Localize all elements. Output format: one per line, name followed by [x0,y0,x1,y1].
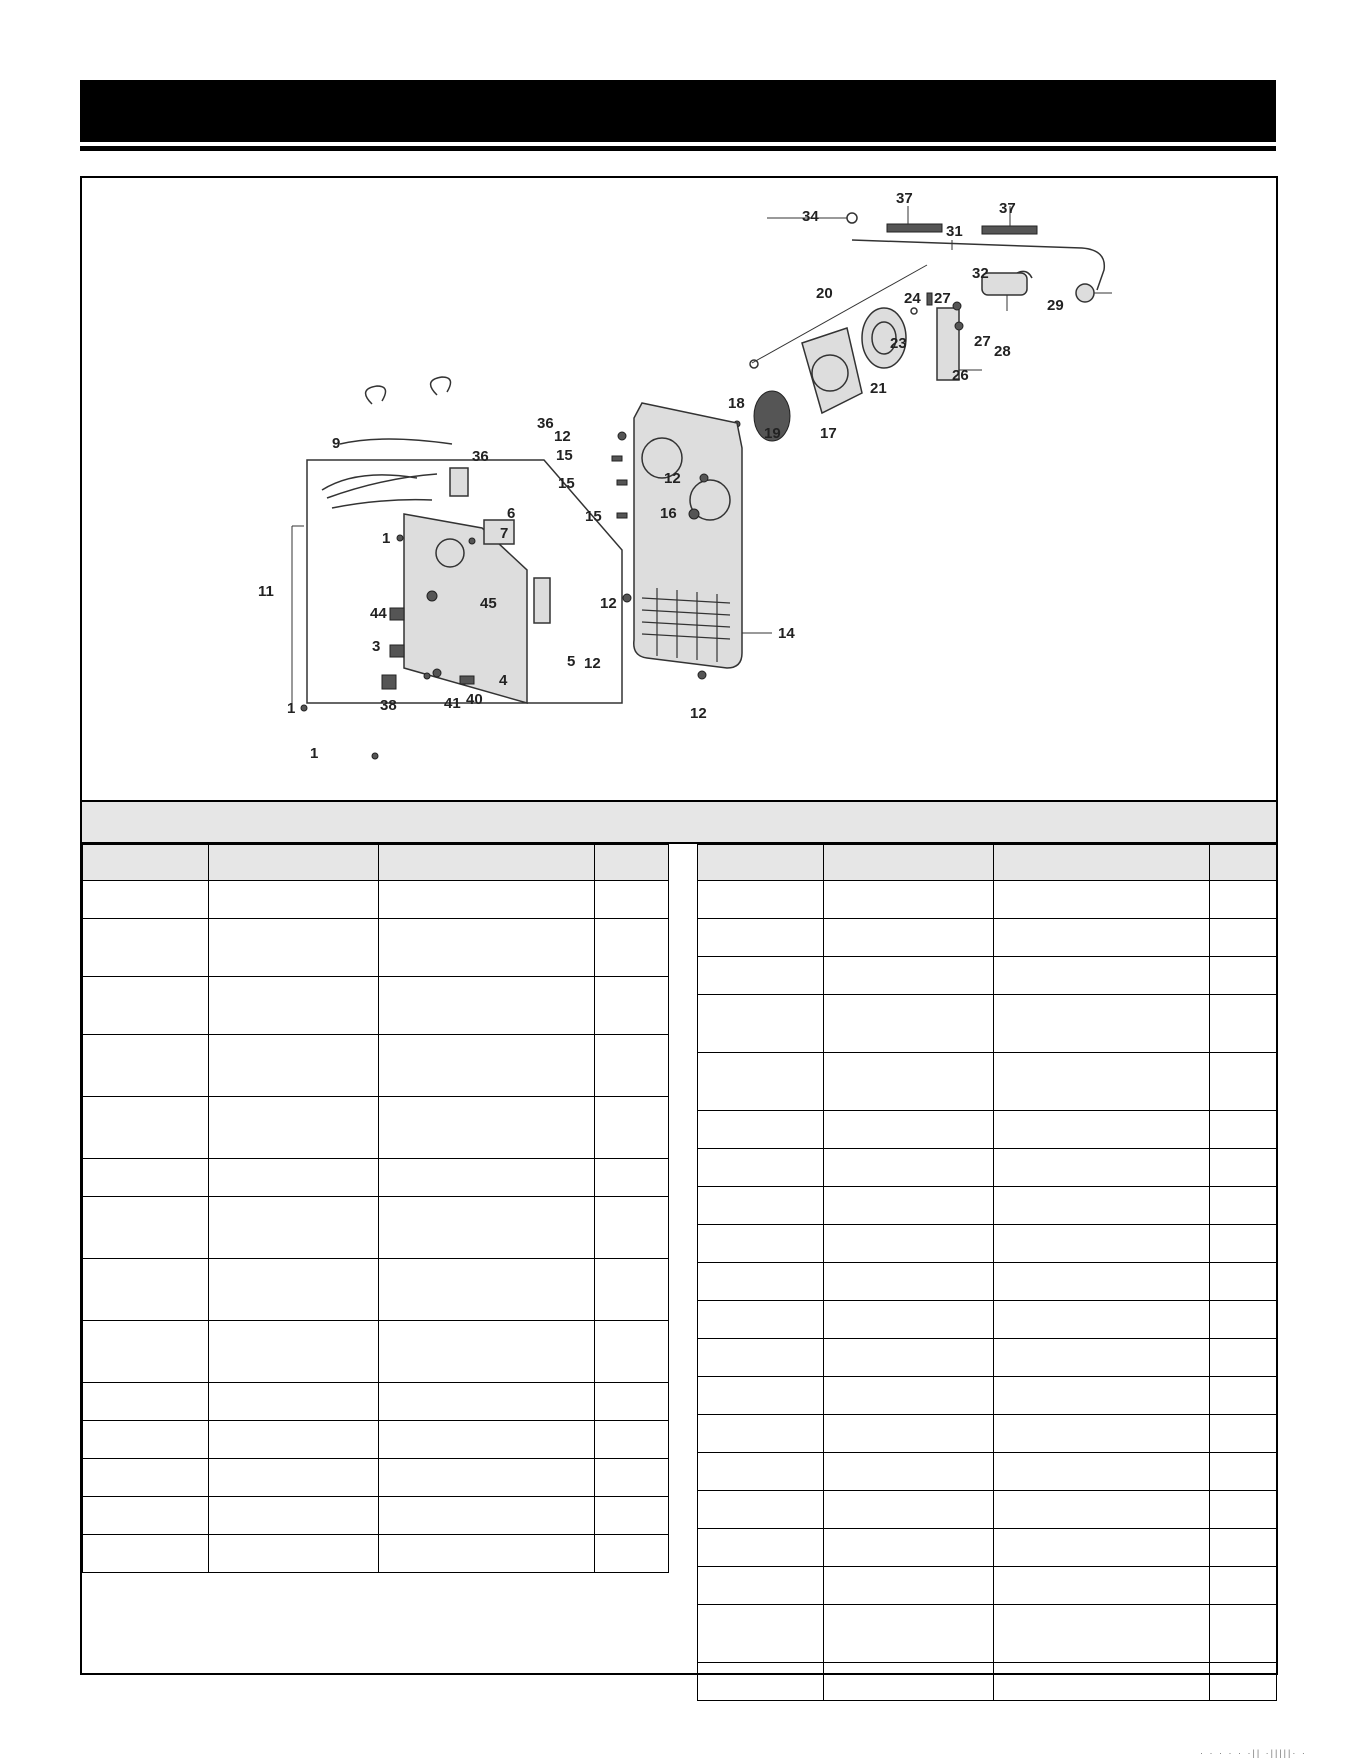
control-panel-17 [802,328,862,413]
callout-15c: 15 [585,508,602,525]
table-row [83,1159,669,1197]
part-40 [433,669,441,677]
table-row [83,1321,669,1383]
table-cell [698,1149,824,1187]
table-cell [1210,919,1277,957]
callout-21: 21 [870,380,887,397]
table-cell [1210,881,1277,919]
hose-sleeve-left [887,224,942,232]
table-cell [595,1097,669,1159]
table-cell [698,1415,824,1453]
table-row [698,1415,1277,1453]
table-row [83,1421,669,1459]
table-cell [824,1663,994,1701]
callout-44: 44 [370,605,387,622]
table-cell [698,1111,824,1149]
footer-marks: · · · · · ·|| ·|||||· · [1200,1748,1307,1758]
table-row [698,1377,1277,1415]
table-cell [209,1421,379,1459]
callout-14: 14 [778,625,795,642]
table-cell [83,881,209,919]
table-cell [824,957,994,995]
table-cell [209,1159,379,1197]
hose-clip [847,213,857,223]
callout-36a: 36 [472,448,489,465]
screw-12a [618,432,626,440]
table-cell [994,1529,1210,1567]
switch-3 [390,645,404,657]
table-cell [824,1339,994,1377]
screw-1c [372,753,378,759]
callout-12a: 12 [554,428,571,445]
table-cell [1210,1339,1277,1377]
callout-28: 28 [994,343,1011,360]
table-cell [994,1377,1210,1415]
fuse-4 [460,676,474,684]
table-row [83,1497,669,1535]
callout-12e: 12 [600,595,617,612]
table-cell [209,977,379,1035]
table-cell [824,995,994,1053]
table-row [698,1053,1277,1111]
table-cell [379,1421,595,1459]
table-cell [994,881,1210,919]
screw-1a [397,535,403,541]
callout-15b: 15 [558,475,575,492]
screw-15a [612,456,622,461]
table-row [83,1097,669,1159]
table-cell [209,919,379,977]
table-cell [595,1035,669,1097]
table-row [83,1197,669,1259]
callout-16: 16 [660,505,677,522]
table-cell [595,1459,669,1497]
table-row [698,1663,1277,1701]
callout-27b: 27 [974,333,991,350]
part-27b [955,322,963,330]
table-cell [1210,1663,1277,1701]
table-cell [994,1187,1210,1225]
table-cell [209,1535,379,1573]
table-cell [379,1159,595,1197]
table-cell [698,1339,824,1377]
table-cell [83,919,209,977]
parts-table-right [697,844,1277,1701]
callout-3: 3 [372,638,381,655]
table-cell [698,1053,824,1111]
table-cell [209,1097,379,1159]
switch-44 [390,608,404,620]
table-cell [1210,1529,1277,1567]
table-cell [698,1453,824,1491]
table-cell [994,1663,1210,1701]
table-cell [379,845,595,881]
callout-29: 29 [1047,297,1064,314]
table-row [698,1187,1277,1225]
table-cell [379,977,595,1035]
table-cell [994,1149,1210,1187]
table-cell [824,845,994,881]
harness-connector [450,468,468,496]
table-cell [83,1097,209,1159]
hose-sleeve-right [982,226,1037,234]
table-cell [1210,1605,1277,1663]
callout-34: 34 [802,208,819,225]
table-cell [1210,995,1277,1053]
table-cell [994,1301,1210,1339]
table-cell [595,1497,669,1535]
table-cell [994,1453,1210,1491]
board-6 [484,520,514,544]
table-cell [83,845,209,881]
callout-24: 24 [904,290,921,307]
table-row [83,1459,669,1497]
callout-40: 40 [466,691,483,708]
screw-12d [698,671,706,679]
table-row [698,1453,1277,1491]
table-cell [824,1225,994,1263]
cable-9 [340,439,452,444]
table-cell [209,1497,379,1535]
table-row [83,1035,669,1097]
table-row [698,1605,1277,1663]
table-cell [209,1321,379,1383]
outlet-5 [534,578,550,623]
table-cell [698,1567,824,1605]
table-cell [83,1035,209,1097]
part-16 [689,509,699,519]
table-cell [698,1187,824,1225]
table-row [83,1259,669,1321]
table-cell [824,1377,994,1415]
table-cell [83,1159,209,1197]
table-row [698,1339,1277,1377]
table-cell [595,1535,669,1573]
table-cell [824,1187,994,1225]
table-cell [595,845,669,881]
callout-32: 32 [972,265,989,282]
table-cell [1210,957,1277,995]
table-cell [1210,1111,1277,1149]
table-cell [1210,845,1277,881]
callout-6: 6 [507,505,516,522]
callout-1a: 1 [310,745,319,762]
fuel-valve-body [982,273,1027,295]
callout-26: 26 [952,367,969,384]
table-cell [698,845,824,881]
table-cell [994,1263,1210,1301]
fuel-valve-knob [1076,284,1094,302]
table-row [698,1225,1277,1263]
table-cell [698,1529,824,1567]
table-cell [83,1535,209,1573]
cable-tie-a [366,386,386,404]
table-cell [994,845,1210,881]
table-cell [1210,1567,1277,1605]
callout-37a: 37 [896,190,913,207]
screw-15b [617,480,627,485]
table-cell [1210,1491,1277,1529]
table-cell [824,1529,994,1567]
part-23 [911,308,917,314]
cable-tie-b [431,377,451,395]
table-cell [1210,1053,1277,1111]
table-cell [209,845,379,881]
section-header-bar [80,80,1276,142]
table-cell [379,881,595,919]
callout-17: 17 [820,425,837,442]
table-cell [824,1111,994,1149]
table-cell [994,1225,1210,1263]
table-cell [698,1377,824,1415]
table-row [698,919,1277,957]
table-row [83,881,669,919]
table-row [698,881,1277,919]
table-cell [379,1321,595,1383]
table-header-row [83,845,669,881]
table-row [698,1491,1277,1529]
part-45 [427,591,437,601]
table-cell [379,1383,595,1421]
switch-38 [382,675,396,689]
callout-11: 11 [258,583,274,600]
part-24 [927,293,932,305]
table-cell [209,1259,379,1321]
table-cell [379,1259,595,1321]
callout-12c: 12 [584,655,601,672]
table-cell [1210,1415,1277,1453]
header-rule [80,146,1276,151]
table-row [698,957,1277,995]
table-cell [379,1035,595,1097]
table-cell [1210,1187,1277,1225]
table-cell [994,1053,1210,1111]
table-row [83,977,669,1035]
table-cell [595,919,669,977]
callout-19: 19 [764,425,781,442]
table-cell [698,1263,824,1301]
table-cell [1210,1301,1277,1339]
table-cell [824,1053,994,1111]
table-cell [83,977,209,1035]
callout-1b: 1 [287,700,296,717]
callout-5: 5 [567,653,576,670]
table-cell [824,1453,994,1491]
callout-38: 38 [380,697,397,714]
table-cell [1210,1377,1277,1415]
table-cell [83,1497,209,1535]
table-cell [698,1301,824,1339]
part-41 [424,673,430,679]
table-cell [83,1197,209,1259]
table-row [83,919,669,977]
table-cell [698,1491,824,1529]
table-cell [698,881,824,919]
callout-45: 45 [480,595,497,612]
table-cell [824,1263,994,1301]
table-cell [209,1459,379,1497]
screw-7 [469,538,475,544]
table-cell [83,1259,209,1321]
table-cell [994,1415,1210,1453]
callout-1c: 1 [382,530,391,547]
wire-harness [322,474,437,508]
table-cell [698,957,824,995]
table-cell [379,1535,595,1573]
table-cell [698,1605,824,1663]
screw-12b [700,474,708,482]
table-cell [994,1605,1210,1663]
table-cell [595,1259,669,1321]
table-cell [209,881,379,919]
part-27a [953,302,961,310]
table-cell [595,1421,669,1459]
table-cell [595,881,669,919]
callout-4: 4 [499,672,508,689]
table-row [698,1567,1277,1605]
exploded-parts-diagram [82,178,1276,800]
cable-end [750,360,758,368]
diagram-svg [82,178,1276,800]
table-cell [994,919,1210,957]
table-cell [379,919,595,977]
table-cell [994,1111,1210,1149]
table-cell [698,1225,824,1263]
table-cell [379,1497,595,1535]
table-cell [994,957,1210,995]
callout-7: 7 [500,525,509,542]
callout-31: 31 [946,223,963,240]
table-cell [824,1605,994,1663]
table-cell [595,977,669,1035]
table-row [698,1111,1277,1149]
callout-41: 41 [444,695,461,712]
table-cell [824,919,994,957]
parts-page-frame [80,176,1278,1675]
table-cell [595,1383,669,1421]
table-cell [824,1491,994,1529]
table-row [83,1535,669,1573]
table-cell [824,1149,994,1187]
table-row [698,1529,1277,1567]
table-cell [379,1097,595,1159]
table-cell [379,1459,595,1497]
screw-12c [623,594,631,602]
table-row [698,1301,1277,1339]
callout-18: 18 [728,395,745,412]
table-row [698,1263,1277,1301]
table-cell [209,1035,379,1097]
table-cell [83,1321,209,1383]
table-cell [994,1491,1210,1529]
table-cell [83,1383,209,1421]
callout-23: 23 [890,335,907,352]
table-cell [698,919,824,957]
screw-15c [617,513,627,518]
table-cell [209,1197,379,1259]
table-cell [698,995,824,1053]
table-cell [595,1321,669,1383]
callout-20: 20 [816,285,833,302]
table-cell [824,1415,994,1453]
table-header-row [698,845,1277,881]
table-cell [209,1383,379,1421]
callout-12d: 12 [690,705,707,722]
table-cell [994,995,1210,1053]
table-cell [824,881,994,919]
screw-1b [301,705,307,711]
table-cell [1210,1453,1277,1491]
callout-9: 9 [332,435,341,452]
table-row [83,1383,669,1421]
callout-27a: 27 [934,290,951,307]
callout-12b: 12 [664,470,681,487]
callout-36b: 36 [537,415,554,432]
table-cell [824,1301,994,1339]
table-cell [1210,1225,1277,1263]
table-cell [698,1663,824,1701]
table-cell [595,1159,669,1197]
table-cell [1210,1149,1277,1187]
callout-37b: 37 [999,200,1016,217]
table-cell [994,1567,1210,1605]
table-row [698,1149,1277,1187]
table-row [698,995,1277,1053]
table-cell [379,1197,595,1259]
table-cell [83,1421,209,1459]
table-cell [994,1339,1210,1377]
callout-15a: 15 [556,447,573,464]
table-cell [1210,1263,1277,1301]
table-cell [824,1567,994,1605]
parts-table-left [82,844,669,1573]
table-cell [83,1459,209,1497]
parts-list-title-band [82,802,1276,844]
table-cell [595,1197,669,1259]
